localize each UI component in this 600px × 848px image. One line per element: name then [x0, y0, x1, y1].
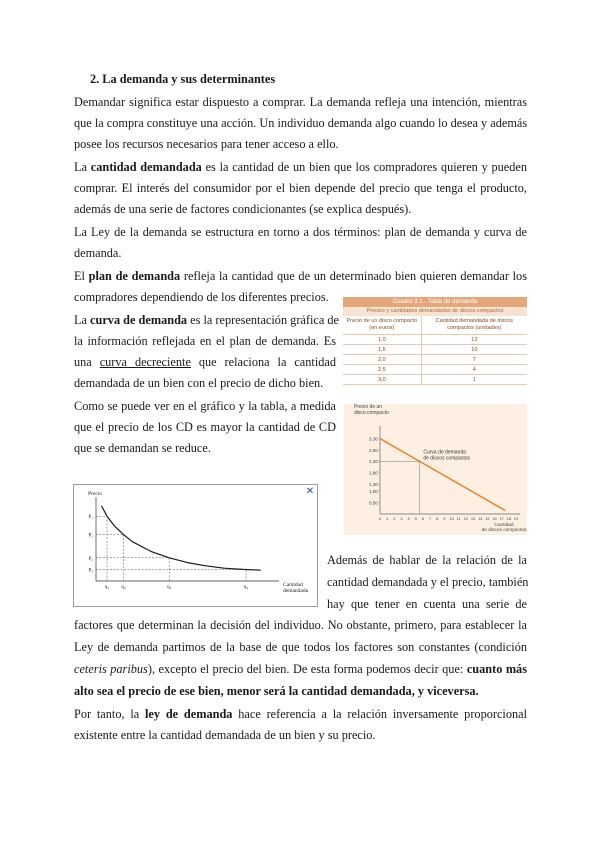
x-tick-label: 3 — [400, 516, 403, 521]
y-tick-label: P₃ — [88, 556, 93, 562]
p7-line-3: hay que tener en cuenta una serie de — [327, 597, 527, 611]
p5-line-3: una curva decreciente que relaciona la cantidad — [74, 355, 336, 369]
y-tick-label: 1,00 — [369, 488, 378, 494]
x-tick-label: 13 — [470, 516, 476, 521]
x-tick-label: 6 — [421, 516, 425, 521]
p5-line-1: La curva de demanda es la representación gráfica de — [74, 313, 339, 327]
x-tick-label: 8 — [436, 516, 439, 521]
p5-line-2: la información reflejada en el plan de demanda. Es — [74, 334, 336, 348]
p7-line-4: factores que determinan la decisión del individuo. No obstante, primero, para establecer la — [74, 618, 527, 632]
x-tick-label: 15 — [485, 516, 490, 521]
p7-line-5: Ley de demanda partimos de la base de que todos los factores son constantes (condición — [74, 640, 527, 654]
p7-line-1: Además de hablar de la relación de la — [327, 553, 527, 567]
p2-line-1: La cantidad demandada es la cantidad de un bien que los compradores quieren y pueden — [74, 160, 527, 174]
x-tick-label: 18 — [506, 516, 512, 521]
y-tick-label: P₂ — [88, 533, 93, 539]
y-tick-label: 3,30 — [369, 436, 378, 442]
x-tick-label: q₂ — [121, 585, 126, 590]
x-tick-label: 19 — [513, 516, 519, 521]
p1-line-2: que la compra constituye una acción. Un individuo demanda algo cuando lo desea y además — [74, 116, 528, 130]
p6-line-1: Como se puede ver en el gráfico y la tabla, a medida — [74, 399, 336, 413]
y-tick-label: 2,80 — [369, 447, 378, 453]
p4-line-2: compradores dependiendo de los diferentes precios. — [74, 290, 329, 304]
cd-demand-chart — [344, 404, 527, 535]
p3-line-2: demanda. — [74, 246, 122, 260]
x-tick-label: 11 — [456, 516, 461, 521]
term-ceteris-paribus: ceteris paribus — [74, 662, 148, 676]
table-subtitle: Precios y cantidades demandadas de discos compactos — [343, 307, 527, 316]
table-header-quantity: Cantidad demandada de discos compactos (unidades) — [421, 316, 527, 335]
close-icon[interactable]: ✕ — [305, 486, 315, 497]
x-axis-label: Cantidad — [494, 523, 514, 528]
p7-line-6: ceteris paribus), excepto el precio del bien. De esta forma podemos decir que: cuanto más — [74, 662, 527, 676]
x-axis-label-2: demandada — [283, 588, 309, 594]
x-axis-label-2: de discos compactos — [481, 528, 527, 533]
x-tick-label: q₃ — [167, 585, 172, 590]
p2-line-2: comprar. El interés del consumidor por el bien depende del precio que tenga el producto, — [74, 181, 527, 195]
cd-demand-chart-svg — [344, 404, 527, 535]
p2-line-3: además de una serie de factores condicionantes (se explica después). — [74, 202, 412, 216]
term-cantidad-demandada: cantidad demandada — [90, 160, 202, 174]
p4-line-1: El plan de demanda refleja la cantidad que de un determinado bien quieren demandar los — [74, 269, 527, 283]
p8-line-1: Por tanto, la ley de demanda hace referencia a la relación inversamente proporcional — [74, 707, 528, 721]
term-plan-de-demanda: plan de demanda — [88, 269, 181, 283]
x-tick-label: 2 — [393, 516, 396, 521]
y-axis-label: Precio de un disco compacto — [354, 404, 389, 416]
p5-line-4: demandada de un bien con el precio de dicho bien. — [74, 376, 324, 390]
term-ley-de-demanda: ley de demanda — [145, 707, 233, 721]
p3-line-1: La Ley de la demanda se estructura en torno a dos términos: plan de demanda y curva de — [74, 225, 527, 239]
p1-line-3: posee los recursos necesarios para tener acceso a ello. — [74, 137, 339, 151]
p8-line-2: existente entre la cantidad demandada de un bien y su precio. — [74, 728, 376, 742]
x-tick-label: 1 — [386, 516, 389, 521]
section-heading: 2. La demanda y sus determinantes — [90, 72, 276, 86]
law-statement: alto sea el precio de ese bien, menor será la cantidad demandada, y viceversa. — [74, 684, 479, 698]
table-row: 1,0 13 — [343, 335, 527, 345]
y-tick-label: 1,80 — [369, 470, 378, 476]
x-tick-label: 0 — [378, 516, 382, 521]
table-row: 3,0 1 — [343, 375, 527, 385]
y-axis-label: Precio — [88, 491, 103, 497]
x-tick-label: 4 — [407, 516, 410, 521]
p6-line-3: que se demandan se reduce. — [74, 441, 211, 455]
x-tick-label: 17 — [499, 516, 504, 521]
y-tick-label: 1,30 — [369, 482, 378, 488]
y-tick-label: P₄ — [88, 568, 93, 574]
curve-label: Curva de demanda — [423, 449, 466, 456]
demand-table — [343, 297, 527, 385]
x-tick-label: 16 — [492, 516, 497, 521]
table-title: Cuadro 3.1 - Tabla de demanda — [343, 297, 527, 307]
table-row: 2,0 7 — [343, 355, 527, 365]
y-tick-label: P₁ — [88, 515, 93, 521]
p6-line-2: que el precio de los CD es mayor la cantidad de CD — [74, 420, 336, 434]
demand-curve-svg — [74, 485, 317, 606]
curve-label-2: de discos compactos — [423, 455, 471, 462]
x-axis-label: Cantidad — [283, 582, 303, 588]
x-tick-label: 12 — [463, 516, 469, 521]
demand-curve — [102, 506, 261, 570]
y-tick-label: 2,30 — [369, 459, 378, 465]
x-tick-label: 10 — [449, 516, 454, 521]
demand-curve-figure — [73, 484, 318, 607]
table-row: 2,5 4 — [343, 365, 527, 375]
x-tick-label: q₁ — [104, 585, 110, 590]
y-tick-label: 0,50 — [369, 500, 378, 506]
table-header-price: Precio de un disco compacto (en euros) — [343, 316, 421, 335]
p7-line-2: cantidad demandada y el precio, también — [327, 575, 529, 589]
x-tick-label: 9 — [443, 516, 446, 521]
x-tick-label: 14 — [477, 516, 483, 521]
term-curva-decreciente: curva decreciente — [99, 355, 191, 369]
p7-line-7 — [74, 684, 527, 699]
x-tick-label: q₄ — [243, 585, 249, 590]
x-tick-label: 7 — [428, 516, 432, 521]
table-row: 1,5 10 — [343, 345, 527, 355]
x-tick-label: 5 — [414, 516, 417, 521]
term-curva-de-demanda: curva de demanda — [90, 313, 188, 327]
p1-line-1: Demandar significa estar dispuesto a comprar. La demanda refleja una intención, mientras — [74, 95, 527, 109]
